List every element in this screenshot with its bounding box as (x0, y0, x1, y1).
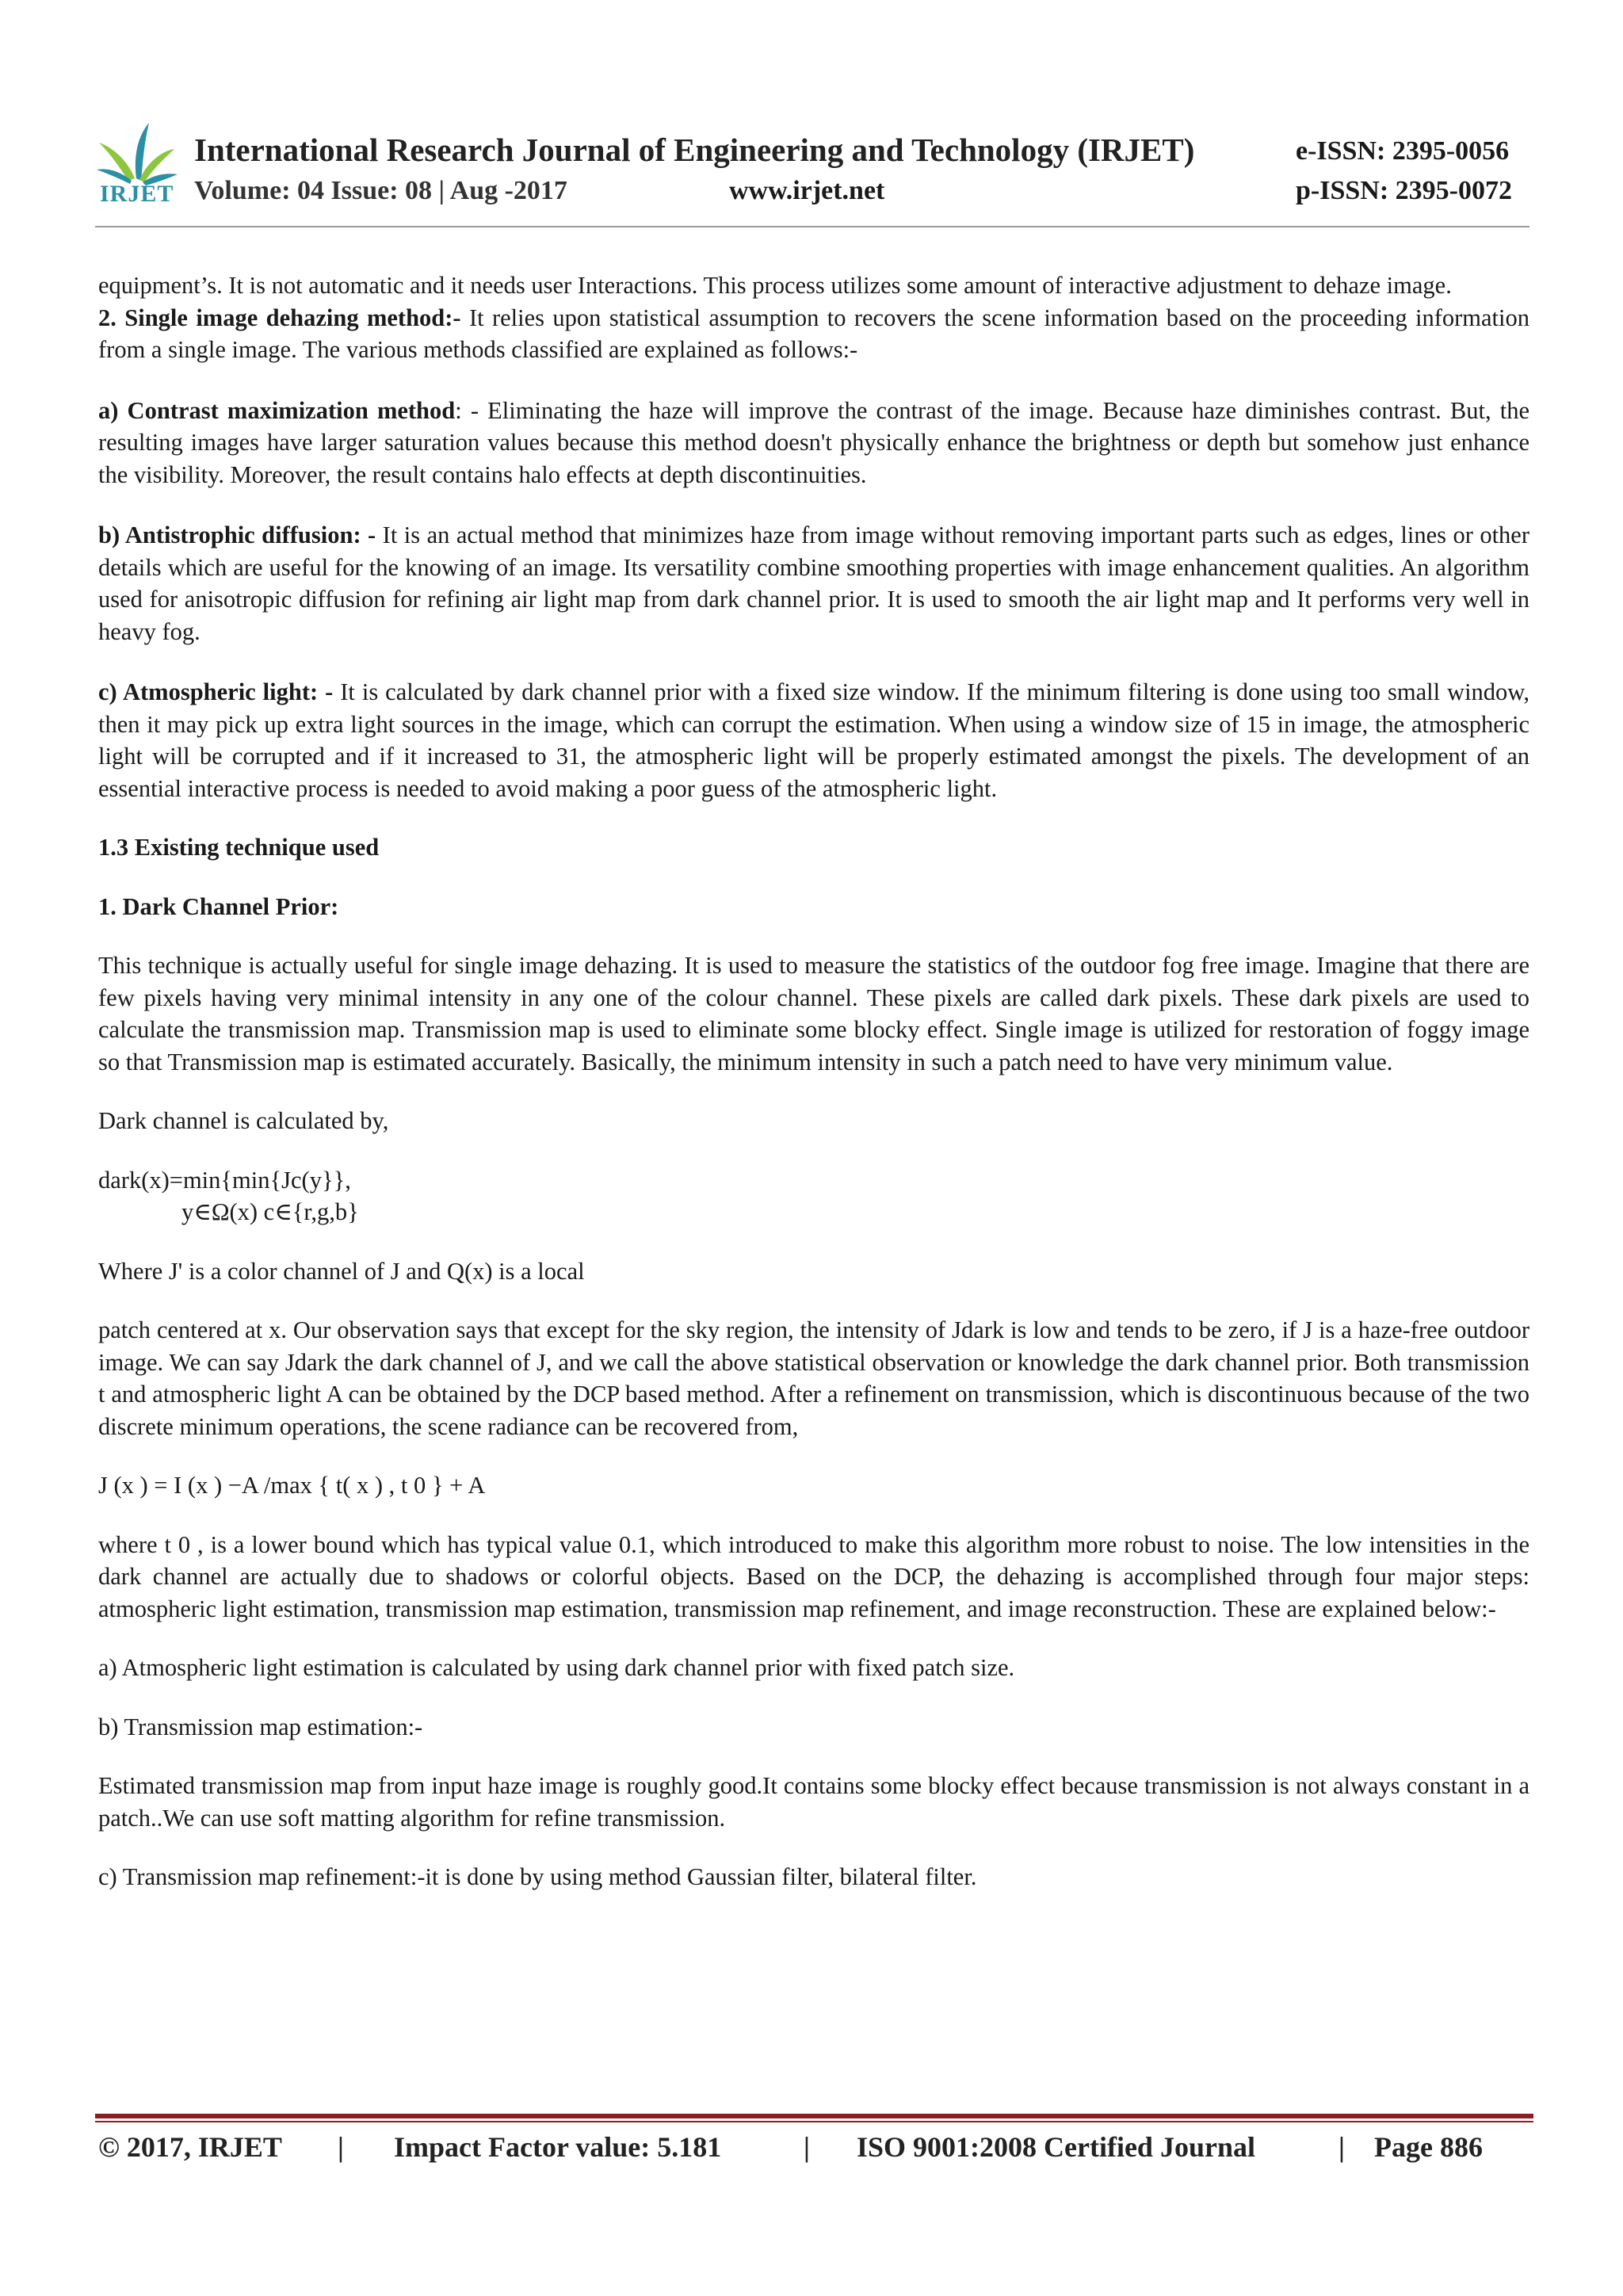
footer-divider-thin (95, 2121, 1533, 2122)
subsection-heading-dark-channel-prior: 1. Dark Channel Prior: (98, 892, 339, 920)
paragraph-estimated-transmission: Estimated transmission map from input haze image is roughly good.It contains some blocky effect because transmission is not always constant in a patch..We can use soft matting algorithm for refine transmission. (98, 1772, 1529, 1832)
label-contrast-maximization: a) Contrast maximization method (98, 396, 456, 424)
paragraph-lower-bound: where t 0 , is a lower bound which has typical value 0.1, which introduced to make this algorithm more robust to noise. The low intensities in the dark channel are actually due to shadows or colorful objects. Based on the DCP, the dehazing is accomplished through four major steps: atmospheric light estimation, transmission map estimation, transmission map refinement, and image reconstruction. These are explained below:- (98, 1530, 1529, 1622)
paragraph-equipment: equipment’s. It is not automatic and it needs user Interactions. This process utilizes some amount of interactive adjustment to dehaze image. (98, 272, 1452, 299)
footer-separator: | (1338, 2131, 1345, 2163)
footer-copyright: © 2017, IRJET (98, 2131, 282, 2163)
equation-dark-channel: dark(x)=min{min{Jc(y}}, (98, 1166, 351, 1194)
footer-divider-thick (95, 2114, 1533, 2118)
footer-separator: | (338, 2131, 344, 2163)
label-atmospheric-light: c) Atmospheric light: - (98, 678, 334, 705)
paragraph-where-j: Where J' is a color channel of J and Q(x) is a local (98, 1257, 585, 1285)
e-issn: e-ISSN: 2395-0056 (1296, 136, 1510, 166)
journal-title: International Research Journal of Engineering and Technology (IRJET) (194, 132, 1195, 168)
footer-page-number: Page 886 (1374, 2131, 1483, 2163)
paragraph-antistrophic-diffusion: b) Antistrophic diffusion: - It is an actual method that minimizes haze from image without removing important parts such as edges, lines or other details which are useful for the knowing of an image. Its versatility combine smoothing properties with image enhancement qualities. An algorithm used for anisotropic diffusion for refining air light map from dark channel prior. It is used to smooth the air light map and It performs very well in heavy fog. (98, 521, 1529, 645)
paragraph-dark-channel-calculated: Dark channel is calculated by, (98, 1107, 389, 1134)
footer-separator: | (804, 2131, 810, 2163)
journal-website[interactable]: www.irjet.net (729, 176, 885, 205)
equation-scene-radiance: J (x ) = I (x ) −A /max { t( x ) , t 0 } + A (98, 1472, 486, 1499)
section-heading-existing-technique: 1.3 Existing technique used (98, 834, 380, 861)
label-antistrophic-diffusion: b) Antistrophic diffusion: - (98, 521, 376, 548)
volume-issue: Volume: 04 Issue: 08 | Aug -2017 (194, 176, 567, 205)
paragraph-transmission-map-estimation: b) Transmission map estimation:- (98, 1713, 423, 1740)
paragraph-contrast-maximization: a) Contrast maximization method: - Eliminating the haze will improve the contrast of the image. Because haze diminishes contrast. But, the resulting images have larger saturation values because this method doesn't physically enhance the brightness or depth but somehow just enhance the visibility. Moreover, the result contains halo effects at depth discontinuities. (98, 396, 1529, 488)
paragraph-transmission-refinement: c) Transmission map refinement:-it is done by using method Gaussian filter, bilateral filter. (98, 1863, 977, 1890)
equation-dark-channel-subscript: y∈Ω(x) c∈{r,g,b} (181, 1198, 359, 1225)
logo-text: IRJET (100, 181, 174, 207)
page-footer (98, 2130, 1533, 2178)
footer-iso-certification: ISO 9001:2008 Certified Journal (857, 2131, 1255, 2163)
paragraph-single-image-dehazing: 2. Single image dehazing method:- It relies upon statistical assumption to recovers the scene information based on the proceeding information from a single image. The various methods classified are explained as follows:- (98, 304, 1529, 363)
label-single-image-dehazing: 2. Single image dehazing method:- (98, 304, 461, 331)
footer-impact-factor: Impact Factor value: 5.181 (394, 2131, 722, 2163)
page-header (95, 119, 1528, 230)
paragraph-patch-centered: patch centered at x. Our observation says that except for the sky region, the intensity of Jdark is low and tends to be zero, if J is a haze-free outdoor image. We can say Jdark the dark channel of J, and we call the above statistical observation or knowledge the dark channel prior. Both transmission t and atmospheric light A can be obtained by the DCP based method. After a refinement on transmission, which is discontinuous because of the two discrete minimum operations, the scene radiance can be recovered from, (98, 1316, 1529, 1440)
paragraph-atmospheric-light: c) Atmospheric light: - It is calculated by dark channel prior with a fixed size window. If the minimum filtering is done using too small window, then it may pick up extra light sources in the image, which can corrupt the estimation. When using a window size of 15 in image, the atmospheric light will be corrupted and if it increased to 31, the atmospheric light will be properly estimated amongst the pixels. The development of an essential interactive process is needed to avoid making a poor guess of the atmospheric light. (98, 678, 1529, 802)
p-issn: p-ISSN: 2395-0072 (1296, 176, 1512, 205)
paragraph-atmospheric-light-estimation: a) Atmospheric light estimation is calculated by using dark channel prior with fixed patch size. (98, 1654, 1015, 1681)
header-divider (95, 226, 1529, 227)
article-body (98, 269, 1529, 1893)
paragraph-dcp-description: This technique is actually useful for single image dehazing. It is used to measure the statistics of the outdoor fog free image. Imagine that there are few pixels having very minimal intensity in any one of the colour channel. These pixels are called dark pixels. These dark pixels are used to calculate the transmission map. Transmission map is used to eliminate some blocky effect. Single image is utilized for restoration of foggy image so that Transmission map is estimated accurately. Basically, the minimum intensity in such a patch need to have very minimum value. (98, 952, 1529, 1075)
